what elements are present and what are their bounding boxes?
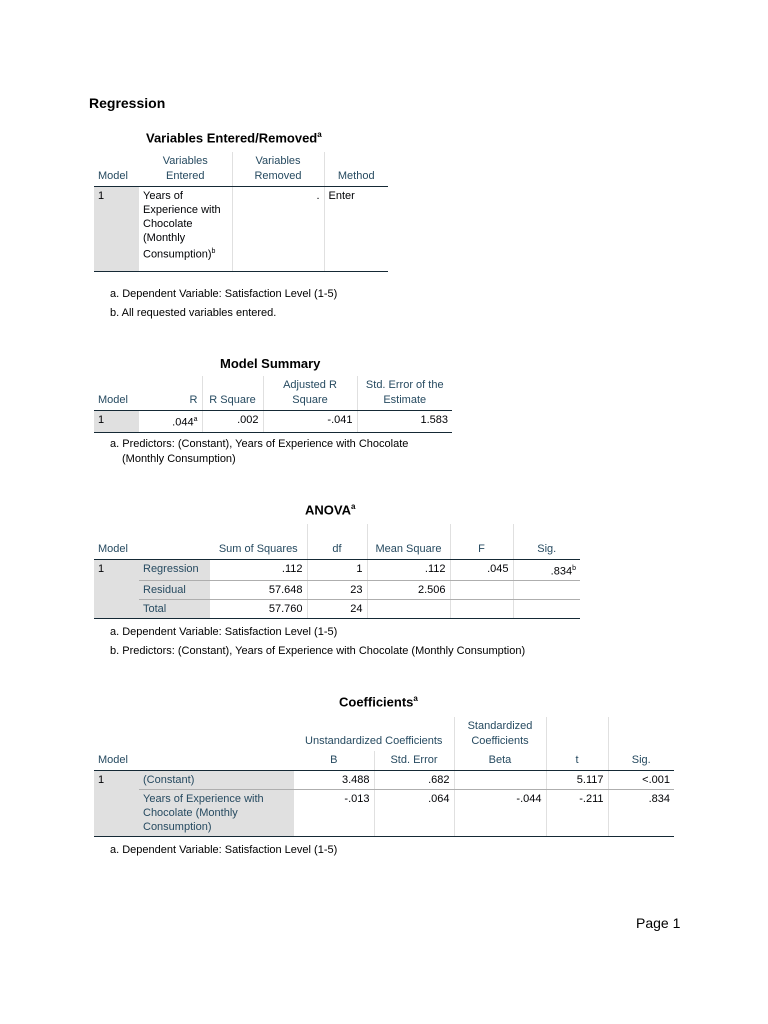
mean-square-cell: .112 <box>367 559 450 581</box>
variables-entered-table <box>94 152 388 272</box>
col-header-r-square: R Square <box>202 376 263 411</box>
variables-entered-cell: Years of Experience with Chocolate (Monthly Consumption)$^b$ <box>139 187 232 272</box>
t-cell: 5.117 <box>546 771 608 790</box>
beta-cell <box>454 771 546 790</box>
sig-cell <box>513 600 580 619</box>
col-header-sig: Sig. <box>608 751 674 771</box>
footnote: (Monthly Consumption) <box>122 453 236 465</box>
row-label-constant: (Constant) <box>139 771 294 790</box>
model-cell: 1 <box>94 411 139 433</box>
r-cell: .044$^a$ <box>139 411 202 433</box>
col-header-t: t <box>546 751 608 771</box>
sig-cell <box>513 581 580 600</box>
sum-of-squares-cell: .112 <box>210 559 307 581</box>
footnote: a. Dependent Variable: Satisfaction Level (1-5) <box>110 844 338 856</box>
row-label-years-of-experience: Years of Experience with Chocolate (Monthly Consumption) <box>139 790 294 837</box>
footnote: a. Dependent Variable: Satisfaction Level (1-5) <box>110 288 338 300</box>
mean-square-cell <box>367 600 450 619</box>
col-header-method: Method <box>324 152 388 187</box>
beta-cell: -.044 <box>454 790 546 837</box>
r-square-cell: .002 <box>202 411 263 433</box>
col-header-model: Model <box>94 524 210 559</box>
std-error-cell: .682 <box>374 771 454 790</box>
col-header-f: F <box>450 524 513 559</box>
model-cell: 1 <box>94 771 139 837</box>
footnote: a. Dependent Variable: Satisfaction Level (1-5) <box>110 626 338 638</box>
col-header-beta: Beta <box>454 751 546 771</box>
row-label-residual: Residual <box>139 581 210 600</box>
model-summary-table <box>94 376 452 433</box>
std-error-cell: .064 <box>374 790 454 837</box>
anova-table <box>94 524 580 619</box>
row-label-regression: Regression <box>139 559 210 581</box>
col-header-model: Model <box>94 152 139 187</box>
group-header-standardized: Standardized Coefficients <box>454 717 546 751</box>
col-header-variables-entered: Variables Entered <box>139 152 232 187</box>
f-cell: .045 <box>450 559 513 581</box>
t-cell: -.211 <box>546 790 608 837</box>
sig-cell: .834 <box>608 790 674 837</box>
col-header-model: Model <box>94 751 294 771</box>
page-heading: Regression <box>89 95 166 111</box>
sum-of-squares-cell: 57.648 <box>210 581 307 600</box>
model-cell: 1 <box>94 559 139 619</box>
footnote: b. All requested variables entered. <box>110 307 277 319</box>
adjusted-r-square-cell: -.041 <box>263 411 357 433</box>
df-cell: 24 <box>307 600 367 619</box>
f-cell <box>450 600 513 619</box>
df-cell: 23 <box>307 581 367 600</box>
coefficients-title: Coefficients$^a$ <box>339 694 418 710</box>
std-error-cell: 1.583 <box>357 411 452 433</box>
variables-table-title: Variables Entered/Removed$^a$ <box>146 130 322 146</box>
col-header-variables-removed: Variables Removed <box>232 152 324 187</box>
col-header-mean-square: Mean Square <box>367 524 450 559</box>
col-header-model: Model <box>94 376 139 411</box>
col-header-std-error: Std. Error <box>374 751 454 771</box>
coefficients-table <box>94 717 674 837</box>
f-cell <box>450 581 513 600</box>
sig-cell: .834$^b$ <box>513 559 580 581</box>
footnote: a. Predictors: (Constant), Years of Experience with Chocolate <box>110 438 409 450</box>
model-summary-title: Model Summary <box>220 356 321 371</box>
col-header-adjusted-r-square: Adjusted R Square <box>263 376 357 411</box>
sum-of-squares-cell: 57.760 <box>210 600 307 619</box>
footnote: b. Predictors: (Constant), Years of Experience with Chocolate (Monthly Consumption) <box>110 645 526 657</box>
page-number: Page 1 <box>636 915 681 931</box>
model-cell: 1 <box>94 187 139 272</box>
anova-title: ANOVA$^a$ <box>305 502 356 518</box>
df-cell: 1 <box>307 559 367 581</box>
col-header-std-error: Std. Error of the Estimate <box>357 376 452 411</box>
b-cell: 3.488 <box>294 771 374 790</box>
col-header-sig: Sig. <box>513 524 580 559</box>
group-header-unstandardized: Unstandardized Coefficients <box>294 717 454 751</box>
col-header-b: B <box>294 751 374 771</box>
sig-cell: <.001 <box>608 771 674 790</box>
col-header-sum-of-squares: Sum of Squares <box>210 524 307 559</box>
row-label-total: Total <box>139 600 210 619</box>
variables-removed-cell: . <box>232 187 324 272</box>
col-header-r: R <box>139 376 202 411</box>
method-cell: Enter <box>324 187 388 272</box>
b-cell: -.013 <box>294 790 374 837</box>
col-header-df: df <box>307 524 367 559</box>
mean-square-cell: 2.506 <box>367 581 450 600</box>
